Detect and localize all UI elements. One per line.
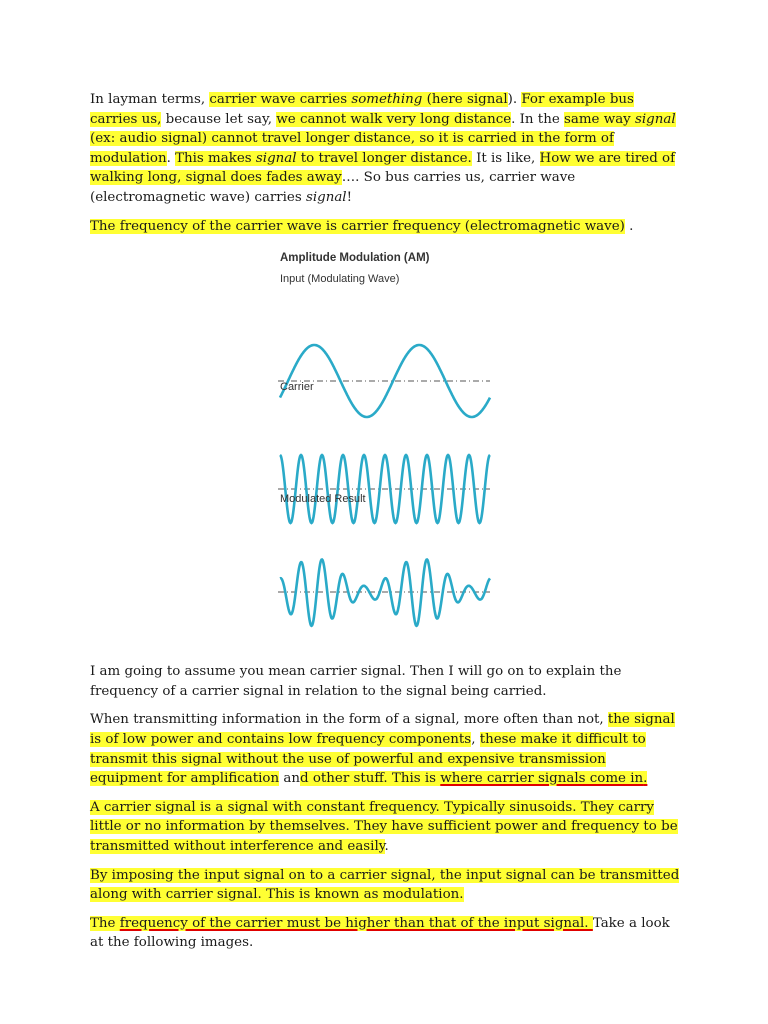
highlight: same way signal (ex: audio signal) cannot travel longer distance, so it is carried in the form of modulation [90,111,676,166]
paragraph-frequency-rule [90,914,680,953]
highlight: The frequency of the carrier must be higher than that of the input signal. [90,915,593,931]
text: In layman terms, [90,92,210,107]
text: ). [507,92,522,107]
paragraph-assumption [90,662,680,701]
am-figure [90,244,680,654]
figure-title: Amplitude Modulation (AM) [280,252,430,265]
text: . [166,150,176,166]
highlight: carrier wave carries something (here signal [209,92,508,107]
modulated-wave [280,560,490,626]
highlight: A carrier signal is a signal with constant frequency. Typically sinusoids. They carry little or no information by themselves. They have sufficient power and frequency to be transmitted without interference and easily [90,799,678,854]
paragraph-modulation [90,866,680,905]
text: , [471,731,480,747]
paragraph-transmitting [90,710,680,788]
modulated-label: Modulated Result [280,493,366,506]
highlight: we cannot walk very long distance [276,111,512,127]
text: because let say, [161,111,277,127]
text: . [624,218,634,234]
text: It is like, [471,150,540,166]
text: I am going to assume you mean carrier signal. Then I will go on to explain the frequency of a carrier signal in relation to the signal being carried. [90,664,622,699]
text: ! [346,189,352,205]
highlight: For example bus carries us, [90,92,634,127]
paragraph-carrier-frequency [90,217,680,237]
text: …. So bus carries us, carrier wave (electromagnetic wave) carries [90,170,576,205]
carrier-label: Carrier [280,381,314,394]
highlight: This makes signal to travel longer distance. [175,150,472,166]
text: signal [305,189,347,205]
highlight: The frequency of the carrier wave is carrier frequency (electromagnetic wave) [90,218,625,234]
highlight: d other stuff. This is where carrier signals come in. [300,771,648,787]
paragraph-carrier-definition [90,798,680,857]
highlight: By imposing the input signal on to a carrier signal, the input signal can be transmitted along with carrier signal. This is known as modulation. [90,867,680,903]
text: When transmitting information in the form of a signal, more often than not, [90,712,608,728]
underlined-text: frequency of the carrier must be higher than that of the input signal. [119,915,593,931]
input-label: Input (Modulating Wave) [280,273,400,286]
am-figure-graphic [90,244,680,654]
text: Take a look at the following images. [90,915,670,951]
text: . [384,838,389,854]
highlight: How we are tired of walking long, signal does fades away [90,150,676,186]
text: . In the [511,111,564,127]
highlight: these make it difficult to transmit this signal without the use of powerful and expensive transmission equipment for amplification [90,731,646,787]
underlined-text: where carrier signals come in [440,771,644,787]
document-page [90,90,680,953]
paragraph-intro [90,90,680,208]
highlight: the signal is of low power and contains low frequency components [90,712,675,747]
text: an [279,771,300,787]
